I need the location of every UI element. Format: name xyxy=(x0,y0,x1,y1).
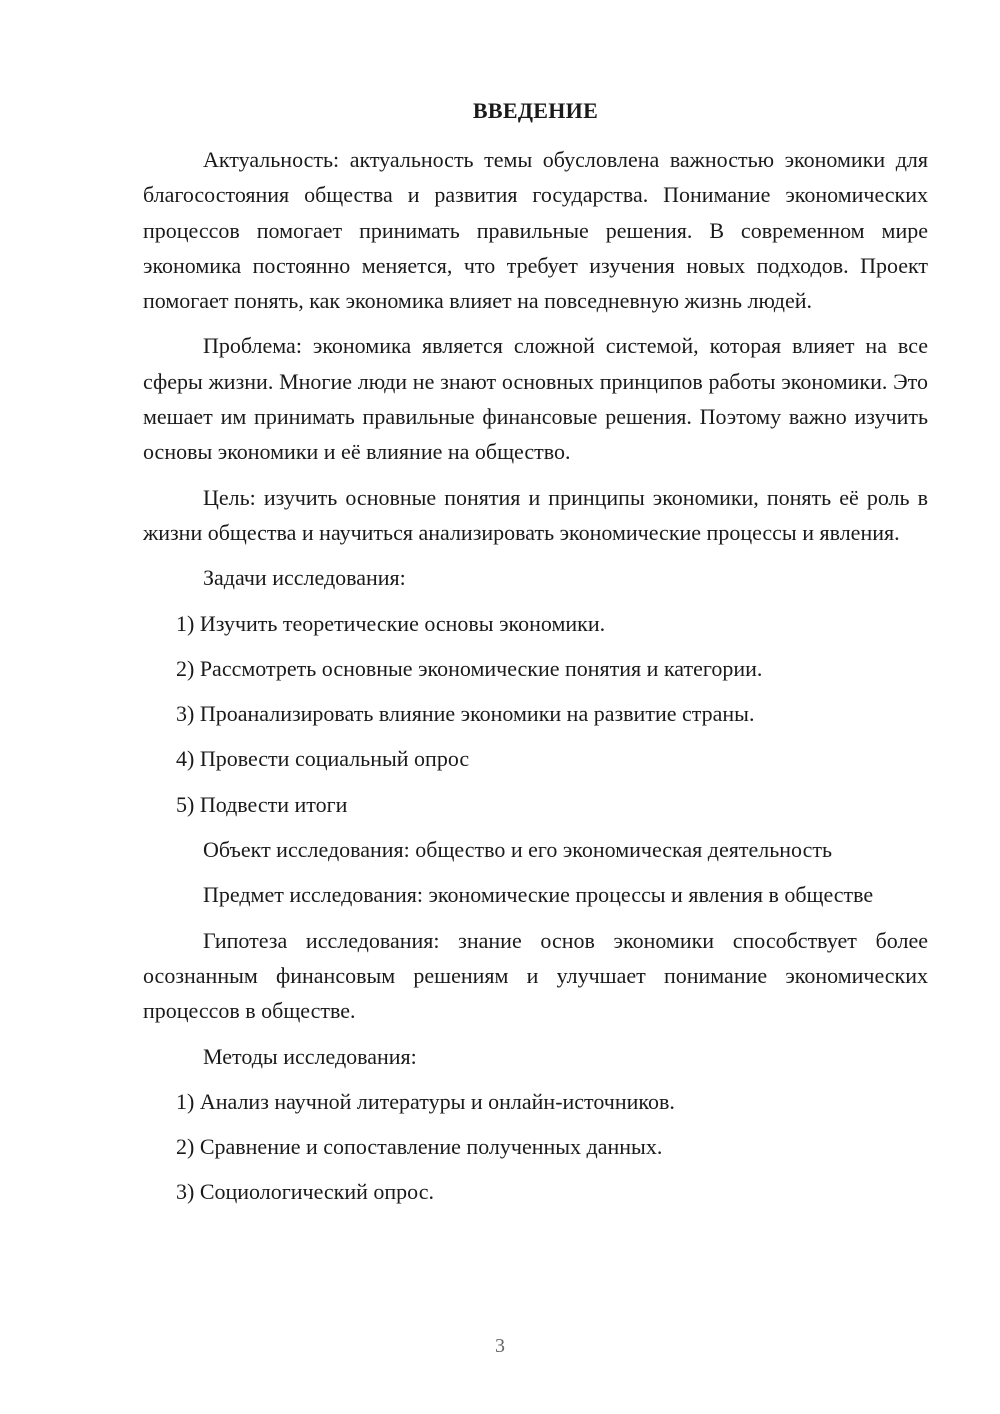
hypothesis-paragraph: Гипотеза исследования: знание основ экономики способствует более осознанным финансовым решениям и улучшает понимание экономических процессов в обществе. xyxy=(143,927,928,1024)
section-body xyxy=(143,142,928,1220)
page-number: 3 xyxy=(495,1335,505,1357)
list-item: 3) Социологический опрос. xyxy=(176,1179,434,1205)
tasks-heading: Задачи исследования: xyxy=(203,565,406,591)
section-title: ВВЕДЕНИЕ xyxy=(472,98,599,123)
goal-paragraph: Цель: изучить основные понятия и принципы экономики, понять её роль в жизни общества и научиться анализировать экономические процессы и явления. xyxy=(143,484,928,545)
methods-list xyxy=(143,1084,928,1210)
list-item: 1) Анализ научной литературы и онлайн-источников. xyxy=(176,1088,675,1114)
methods-heading: Методы исследования: xyxy=(203,1043,417,1069)
list-item: 2) Рассмотреть основные экономические понятия и категории. xyxy=(176,655,763,681)
list-item: 2) Сравнение и сопоставление полученных данных. xyxy=(176,1134,663,1160)
object-paragraph: Объект исследования: общество и его экономическая деятельность xyxy=(203,837,832,863)
list-item: 4) Провести социальный опрос xyxy=(176,746,470,772)
list-item: 1) Изучить теоретические основы экономики. xyxy=(176,610,606,636)
relevance-paragraph: Актуальность: актуальность темы обусловлена важностью экономики для благосостояния общества и развития государства. Понимание экономических процессов помогает принимать правильные решения. В современном мире экономика постоянно меняется, что требует изучения новых подходов. Проект помогает понять, как экономика влияет на повседневную жизнь людей. xyxy=(143,147,928,314)
list-item: 5) Подвести итоги xyxy=(176,791,348,817)
subject-paragraph: Предмет исследования: экономические процессы и явления в обществе xyxy=(203,882,874,908)
problem-paragraph: Проблема: экономика является сложной системой, которая влияет на все сферы жизни. Многие люди не знают основных принципов работы экономики. Это мешает им принимать правильные финансовые решения. Поэтому важно изучить основы экономики и её влияние на общество. xyxy=(143,333,928,465)
tasks-list xyxy=(143,606,928,822)
list-item: 3) Проанализировать влияние экономики на развитие страны. xyxy=(176,701,755,727)
